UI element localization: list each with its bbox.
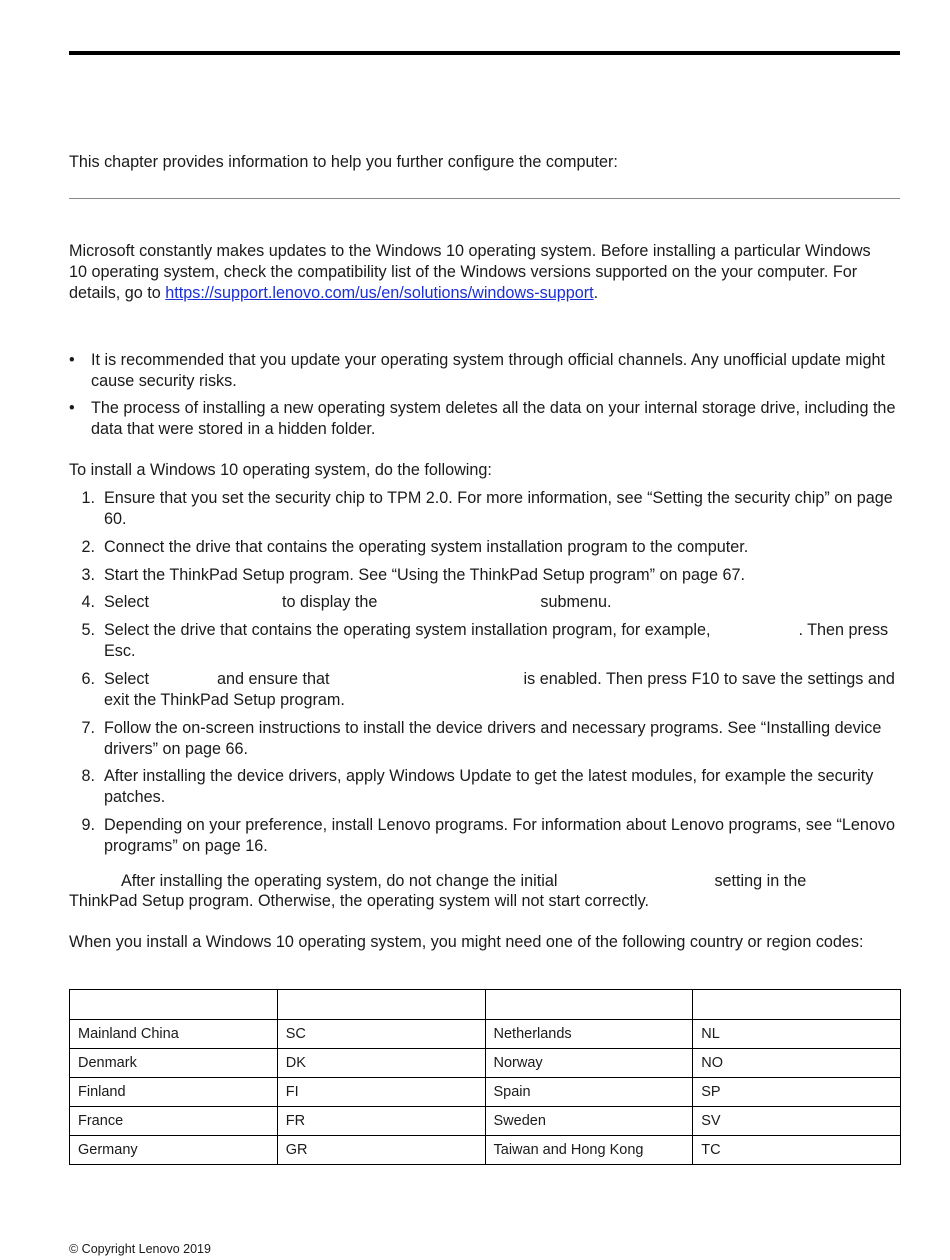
step-number: 6. [81,670,95,688]
country-cell: Finland [70,1078,278,1107]
step-text: Select the drive that contains the operating system installation program, for example, [104,621,711,639]
table-row [70,1136,901,1165]
step-text: Start the ThinkPad Setup program. See “Using the ThinkPad Setup program” on page 67. [104,566,745,584]
step-text: . Then press Esc. [104,621,889,660]
code-cell: GR [277,1136,485,1165]
table-row [70,1049,901,1078]
header-cell [485,990,693,1020]
code-cell: TC [693,1136,901,1165]
top-rule [69,51,900,55]
header-cell [277,990,485,1020]
step-number: 3. [81,566,95,584]
step-number: 8. [81,767,95,785]
code-cell: NO [693,1049,901,1078]
table-row [70,1020,901,1049]
code-cell: NL [693,1020,901,1049]
step-text: Connect the drive that contains the operating system installation program to the computer. [104,538,749,556]
code-cell: SV [693,1107,901,1136]
steps-intro: To install a Windows 10 operating system, do the following: [69,461,492,479]
step-number: 9. [81,816,95,834]
step-text: Depending on your preference, install Lenovo programs. For information about Lenovo programs, see “Lenovo programs” on page 16. [104,816,895,855]
country-cell: Norway [485,1049,693,1078]
attention-note [69,871,869,911]
step-text: to display the [282,593,378,611]
compatibility-period: . [593,284,599,302]
step-text: Select [104,670,149,688]
step-number: 7. [81,719,95,737]
bullet-icon: • [69,399,75,417]
table-row [70,1107,901,1136]
chapter-intro: This chapter provides information to help you further configure the computer: [69,153,618,171]
step-text: Select [104,593,149,611]
country-cell: Taiwan and Hong Kong [485,1136,693,1165]
header-cell [70,990,278,1020]
step-number: 2. [81,538,95,556]
country-cell: France [70,1107,278,1136]
header-cell [693,990,901,1020]
step-number: 1. [81,489,95,507]
attention-text: After installing the operating system, do not change the initial [121,872,558,890]
country-cell: Mainland China [70,1020,278,1049]
windows-support-link[interactable]: https://support.lenovo.com/us/en/solutions/windows-support [165,284,594,302]
bullet-icon: • [69,351,75,369]
code-cell: SP [693,1078,901,1107]
country-cell: Denmark [70,1049,278,1078]
country-cell: Netherlands [485,1020,693,1049]
compatibility-paragraph [69,241,889,304]
code-cell: FR [277,1107,485,1136]
code-cell: DK [277,1049,485,1078]
code-cell: FI [277,1078,485,1107]
note-text: It is recommended that you update your operating system through official channels. Any unofficial update might cause security risks. [91,351,885,390]
codes-intro: When you install a Windows 10 operating system, you might need one of the following country or region codes: [69,933,864,951]
step-number: 5. [81,621,95,639]
country-cell: Spain [485,1078,693,1107]
country-cell: Germany [70,1136,278,1165]
table-row [70,1078,901,1107]
step-text: is enabled. Then press F10 to save the settings and exit the ThinkPad Setup program. [104,670,895,709]
table-header-row [70,990,901,1020]
note-text: The process of installing a new operating system deletes all the data on your internal storage drive, including the data that were stored in a hidden folder. [91,399,896,438]
code-cell: SC [277,1020,485,1049]
copyright-footer: © Copyright Lenovo 2019 [69,1242,211,1256]
step-text: Ensure that you set the security chip to TPM 2.0. For more information, see “Setting the security chip” on page 60. [104,489,893,528]
step-text: submenu. [540,593,612,611]
attention-text: setting in the ThinkPad Setup program. Otherwise, the operating system will not start correctly. [69,872,807,910]
country-codes-table [69,989,901,1165]
step-text: After installing the device drivers, apply Windows Update to get the latest modules, for example the security patches. [104,767,874,806]
country-cell: Sweden [485,1107,693,1136]
compatibility-text: Microsoft constantly makes updates to the Windows 10 operating system. Before installing a particular Windows 10 operating system, check the compatibility list of the Windows versions supported on the your computer. For details, go to [69,242,871,302]
step-number: 4. [81,593,95,611]
section-divider [69,198,900,199]
step-text: Follow the on-screen instructions to install the device drivers and necessary programs. See “Installing device drivers” on page 66. [104,719,882,758]
step-text: and ensure that [217,670,330,688]
